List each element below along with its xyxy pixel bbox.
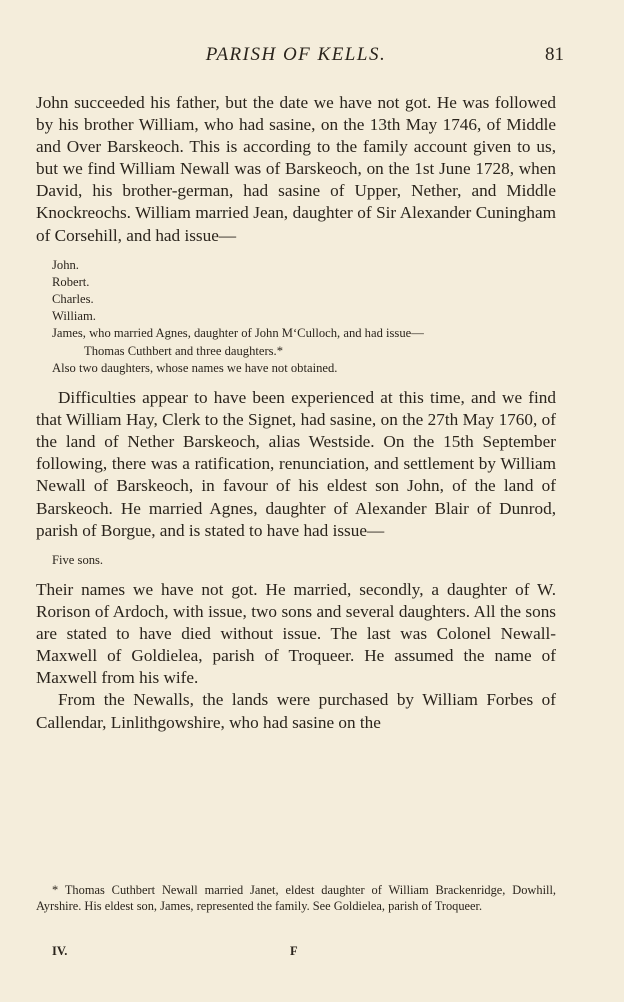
body-text [36,92,556,734]
paragraph-1: John succeeded his father, but the date we have not got. He was followed by his brother William, who had sasine, on the 13th May 1746, of Middle and Over Barskeoch. This is according to the family account given to us, but we find William Newall was of Barskeoch, on the 1st June 1728, when David, his brother-german, had sasine of Upper, Nether, and Middle Knockreochs. William married Jean, daughter of Sir Alexander Cuningham of Corsehill, and had issue— [36,93,556,245]
list-item: John. [52,257,79,272]
issue-list-william [52,257,556,377]
list-item: Charles. [52,292,94,307]
list-subitem: Thomas Cuthbert and three daughters.* [84,343,283,358]
list-item: Five sons. [52,552,104,567]
list-item: Also two daughters, whose names we have not obtained. [52,360,338,375]
paragraph-4: From the Newalls, the lands were purchased by William Forbes of Callendar, Linlithgowshire, who had sasine on the [36,690,556,732]
list-item: William. [52,309,96,324]
footnote-text: * Thomas Cuthbert Newall married Janet, eldest daughter of William Brackenridge, Dowhill, Ayrshire. His eldest son, James, represented the family. See Goldielea, parish of Troqueer. [36,883,556,914]
paragraph-2: Difficulties appear to have been experienced at this time, and we find that William Hay, Clerk to the Signet, had sasine, on the 27th May 1760, of the land of Nether Barskeoch, alias Westside. On the 15th September following, there was a ratification, renunciation, and settlement by William Newall of Barskeoch, in favour of his eldest son John, of the land of Barskeoch. He married Agnes, daughter of Alexander Blair of Dunrod, parish of Borgue, and is stated to have had issue— [36,388,556,540]
paragraph-3: Their names we have not got. He married, secondly, a daughter of W. Rorison of Ardoch, with issue, two sons and several daughters. All the sons are stated to have died without issue. The last was Colonel Newall-Maxwell of Goldielea, parish of Troqueer. He assumed the name of Maxwell from his wife. [36,579,556,688]
running-title: PARISH OF KELLS. [205,44,387,65]
signature-mark: F [290,944,298,958]
footnote [36,882,556,914]
list-item: Robert. [52,274,90,289]
page-header [36,44,564,74]
page-number: 81 [545,44,564,65]
volume-mark: IV. [52,944,68,958]
list-item: James, who married Agnes, daughter of John M‘Culloch, and had issue— [52,326,424,341]
issue-list-john [52,552,556,569]
